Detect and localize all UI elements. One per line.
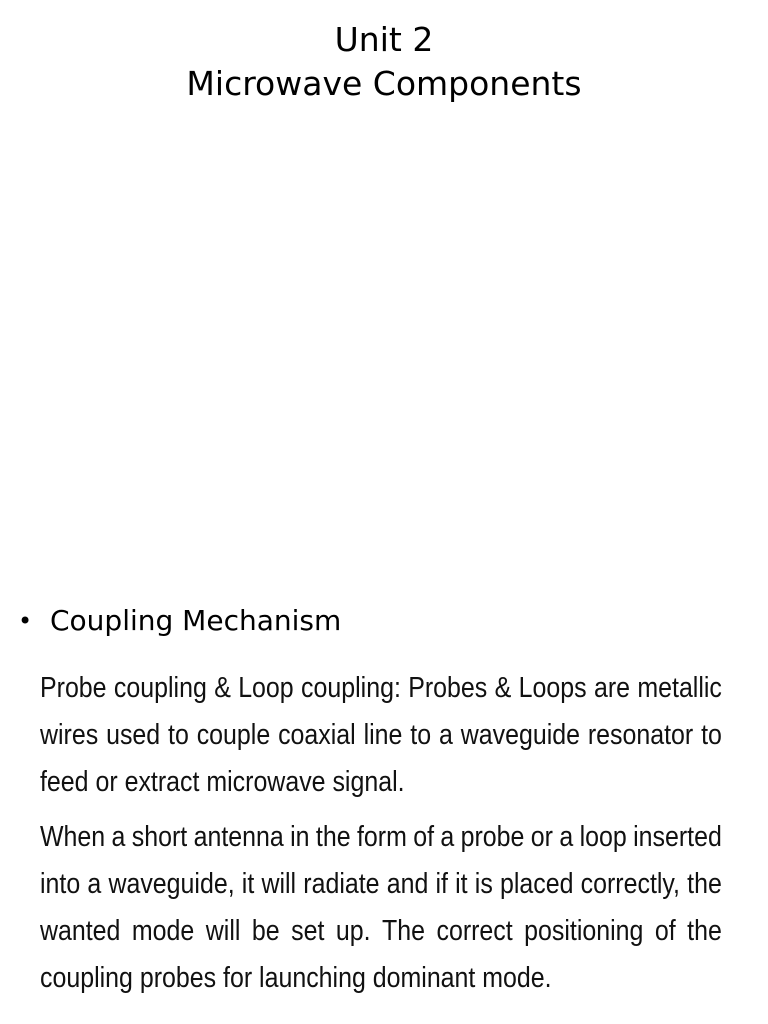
bullet-item: [18, 601, 341, 641]
paragraph-word: will: [261, 868, 297, 900]
paragraph-word: are: [593, 672, 631, 704]
paragraph-word: to: [168, 719, 189, 751]
paragraph-word: the: [687, 915, 722, 947]
title-block: [0, 18, 768, 106]
paragraph-word: it: [241, 868, 255, 900]
paragraph-word: is: [474, 868, 493, 900]
paragraph-word: set: [291, 915, 325, 947]
paragraph-word: coupling:: [301, 672, 401, 704]
paragraph-word: used: [106, 719, 161, 751]
paragraph-line: [40, 665, 722, 712]
paragraph-word: antenna: [193, 821, 284, 853]
paragraph-word: &: [214, 672, 231, 704]
chapter-title: Microwave Components: [186, 64, 582, 103]
paragraph-word: a: [440, 821, 455, 853]
paragraph-word: if: [435, 868, 448, 900]
paragraph-line: [40, 814, 722, 861]
paragraph-word: probe: [460, 821, 525, 853]
paragraph-word: short: [131, 821, 188, 853]
paragraph-word: When: [40, 821, 106, 853]
paragraph-word: loop: [579, 821, 627, 853]
paragraph-line: feed or extract microwave signal.: [40, 766, 405, 798]
paragraph-word: Probe: [40, 672, 107, 704]
paragraph-word: correct: [436, 915, 513, 947]
bullet-icon: •: [18, 607, 33, 635]
paragraph-word: coaxial: [278, 719, 356, 751]
paragraph-word: a: [87, 868, 102, 900]
paragraph-word: to: [701, 719, 722, 751]
paragraph-word: radiate: [303, 868, 380, 900]
paragraph-word: it: [455, 868, 468, 900]
paragraph-word: Loops: [518, 672, 587, 704]
paragraph-word: up.: [335, 915, 371, 947]
paragraph-word: to: [410, 719, 432, 751]
paragraph-word: wanted: [40, 915, 121, 947]
paragraph-short-antenna: [40, 814, 722, 1002]
paragraph-word: inserted: [633, 821, 722, 853]
paragraph-word: or: [530, 821, 553, 853]
paragraph-word: waveguide: [460, 719, 580, 751]
paragraph-word: positioning: [524, 915, 644, 947]
paragraph-word: coupling: [113, 672, 207, 704]
paragraph-word: a: [111, 821, 126, 853]
paragraph-word: couple: [196, 719, 271, 751]
paragraph-word: The: [382, 915, 425, 947]
paragraph-word: placed: [499, 868, 574, 900]
paragraph-word: Loop: [238, 672, 294, 704]
paragraph-word: of: [413, 821, 435, 853]
paragraph-probe-loop-coupling: [40, 665, 722, 806]
paragraph-word: in: [290, 821, 310, 853]
paragraph-word: of: [654, 915, 676, 947]
paragraph-word: a: [559, 821, 574, 853]
bullet-heading: Coupling Mechanism: [50, 604, 342, 637]
paragraph-word: mode: [131, 915, 195, 947]
paragraph-word: form: [356, 821, 407, 853]
paragraph-word: the: [315, 821, 351, 853]
paragraph-line: [40, 908, 722, 955]
paragraph-line: coupling probes for launching dominant mode.: [40, 962, 552, 994]
paragraph-line: [40, 712, 722, 759]
paragraph-word: and: [386, 868, 429, 900]
paragraph-word: line: [363, 719, 403, 751]
paragraph-word: a: [438, 719, 453, 751]
paragraph-word: &: [494, 672, 512, 704]
paragraph-word: metallic: [637, 672, 722, 704]
paragraph-word: wires: [40, 719, 99, 751]
paragraph-line: [40, 861, 722, 908]
paragraph-word: waveguide,: [108, 868, 235, 900]
paragraph-word: be: [251, 915, 280, 947]
paragraph-word: will: [205, 915, 241, 947]
paragraph-word: the: [687, 868, 722, 900]
paragraph-word: into: [40, 868, 81, 900]
paragraph-word: Probes: [408, 672, 488, 704]
unit-title: Unit 2: [334, 20, 434, 59]
paragraph-word: resonator: [587, 719, 694, 751]
paragraph-word: correctly,: [580, 868, 680, 900]
